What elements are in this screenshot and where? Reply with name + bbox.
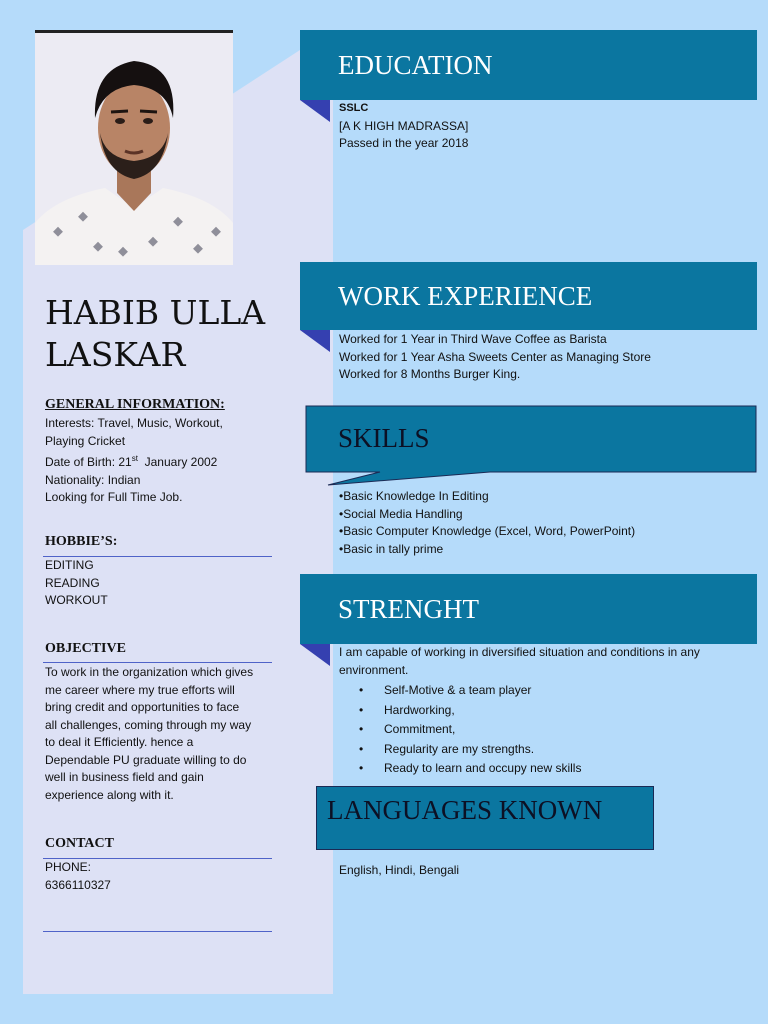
objective-line: Dependable PU graduate willing to do [45, 752, 247, 767]
dob-superscript: st [131, 454, 138, 463]
objective-line: all challenges, coming through my way [45, 717, 252, 732]
objective-line: me career where my true efforts will [45, 682, 235, 697]
strength-content [339, 644, 700, 779]
work-experience-list [339, 331, 651, 384]
name-line-1: HABIB ULLA [45, 293, 266, 332]
objective-text [45, 664, 253, 804]
skill-item: •Social Media Handling [339, 506, 463, 521]
objective-line: bring credit and opportunities to face [45, 700, 240, 714]
phone-label: PHONE: [45, 860, 92, 874]
work-item: Worked for 1 Year in Third Wave Coffee as Barista [339, 332, 607, 346]
skills-list [339, 488, 635, 558]
dob-line [45, 450, 223, 472]
work-experience-title: WORK EXPERIENCE [338, 281, 593, 311]
contact-title: CONTACT [45, 836, 114, 851]
work-item: Worked for 8 Months Burger King. [339, 367, 521, 381]
strength-item: • Self-Motive & a team player [339, 681, 700, 701]
skill-item: •Basic in tally prime [339, 541, 444, 556]
objective-line: To work in the organization which gives [45, 665, 254, 679]
objective-line: to deal it Efficiently. hence a [45, 735, 194, 749]
hobby-item: EDITING [45, 558, 94, 572]
strength-intro-line-2: environment. [339, 662, 409, 677]
work-experience-banner [300, 262, 757, 330]
general-information-text [45, 415, 223, 507]
strength-item: • Hardworking, [339, 701, 700, 721]
education-content [339, 100, 468, 153]
general-information-title: GENERAL INFORMATION: [45, 397, 225, 412]
skills-banner [307, 408, 707, 468]
skill-item: •Basic Knowledge In Editing [339, 489, 489, 503]
work-experience-fold [300, 330, 330, 352]
profile-photo [35, 30, 233, 265]
strength-item: • Regularity are my strengths. [339, 740, 700, 760]
hobby-item: READING [45, 575, 100, 590]
objective-line: well in business field and gain [45, 770, 204, 784]
languages-title: LANGUAGES KNOWN [327, 795, 603, 825]
nationality-line: Nationality: Indian [45, 472, 141, 487]
strength-intro-line-1: I am capable of working in diversified situation and conditions in any [339, 645, 700, 659]
education-school: [A K HIGH MADRASSA] [339, 118, 469, 133]
languages-banner [316, 786, 654, 850]
contact-bottom-divider [43, 931, 272, 932]
objective-title: OBJECTIVE [45, 641, 126, 656]
skill-item: •Basic Computer Knowledge (Excel, Word, PowerPoint) [339, 524, 636, 538]
education-degree: SSLC [339, 102, 369, 114]
hobby-item: WORKOUT [45, 593, 108, 607]
education-fold [300, 100, 330, 122]
education-title: EDUCATION [338, 50, 493, 80]
skills-title: SKILLS [338, 423, 430, 453]
dob-label: Date of Birth: 21 [45, 455, 132, 469]
interests-line-2: Playing Cricket [45, 433, 126, 448]
strength-item: • Ready to learn and occupy new skills [339, 759, 700, 779]
education-banner [300, 30, 757, 100]
phone-number[interactable]: 6366110327 [45, 877, 111, 892]
name-line-2: LASKAR [45, 335, 186, 374]
strength-title: STRENGHT [338, 594, 479, 624]
languages-value: English, Hindi, Bengali [339, 863, 460, 877]
interests-line: Interests: Travel, Music, Workout, [45, 416, 223, 430]
dob-rest: January 2002 [137, 455, 218, 469]
contact-info [45, 859, 111, 894]
job-line: Looking for Full Time Job. [45, 490, 183, 504]
work-item: Worked for 1 Year Asha Sweets Center as Managing Store [339, 349, 651, 364]
hobbies-list [45, 557, 108, 610]
hobbies-title: HOBBIE’S: [45, 534, 118, 549]
full-name [45, 292, 315, 376]
strength-fold [300, 644, 330, 666]
education-year: Passed in the year 2018 [339, 136, 469, 150]
strength-banner [300, 574, 757, 644]
strength-item: • Commitment, [339, 720, 700, 740]
objective-divider [43, 662, 272, 663]
objective-line: experience along with it. [45, 787, 174, 802]
